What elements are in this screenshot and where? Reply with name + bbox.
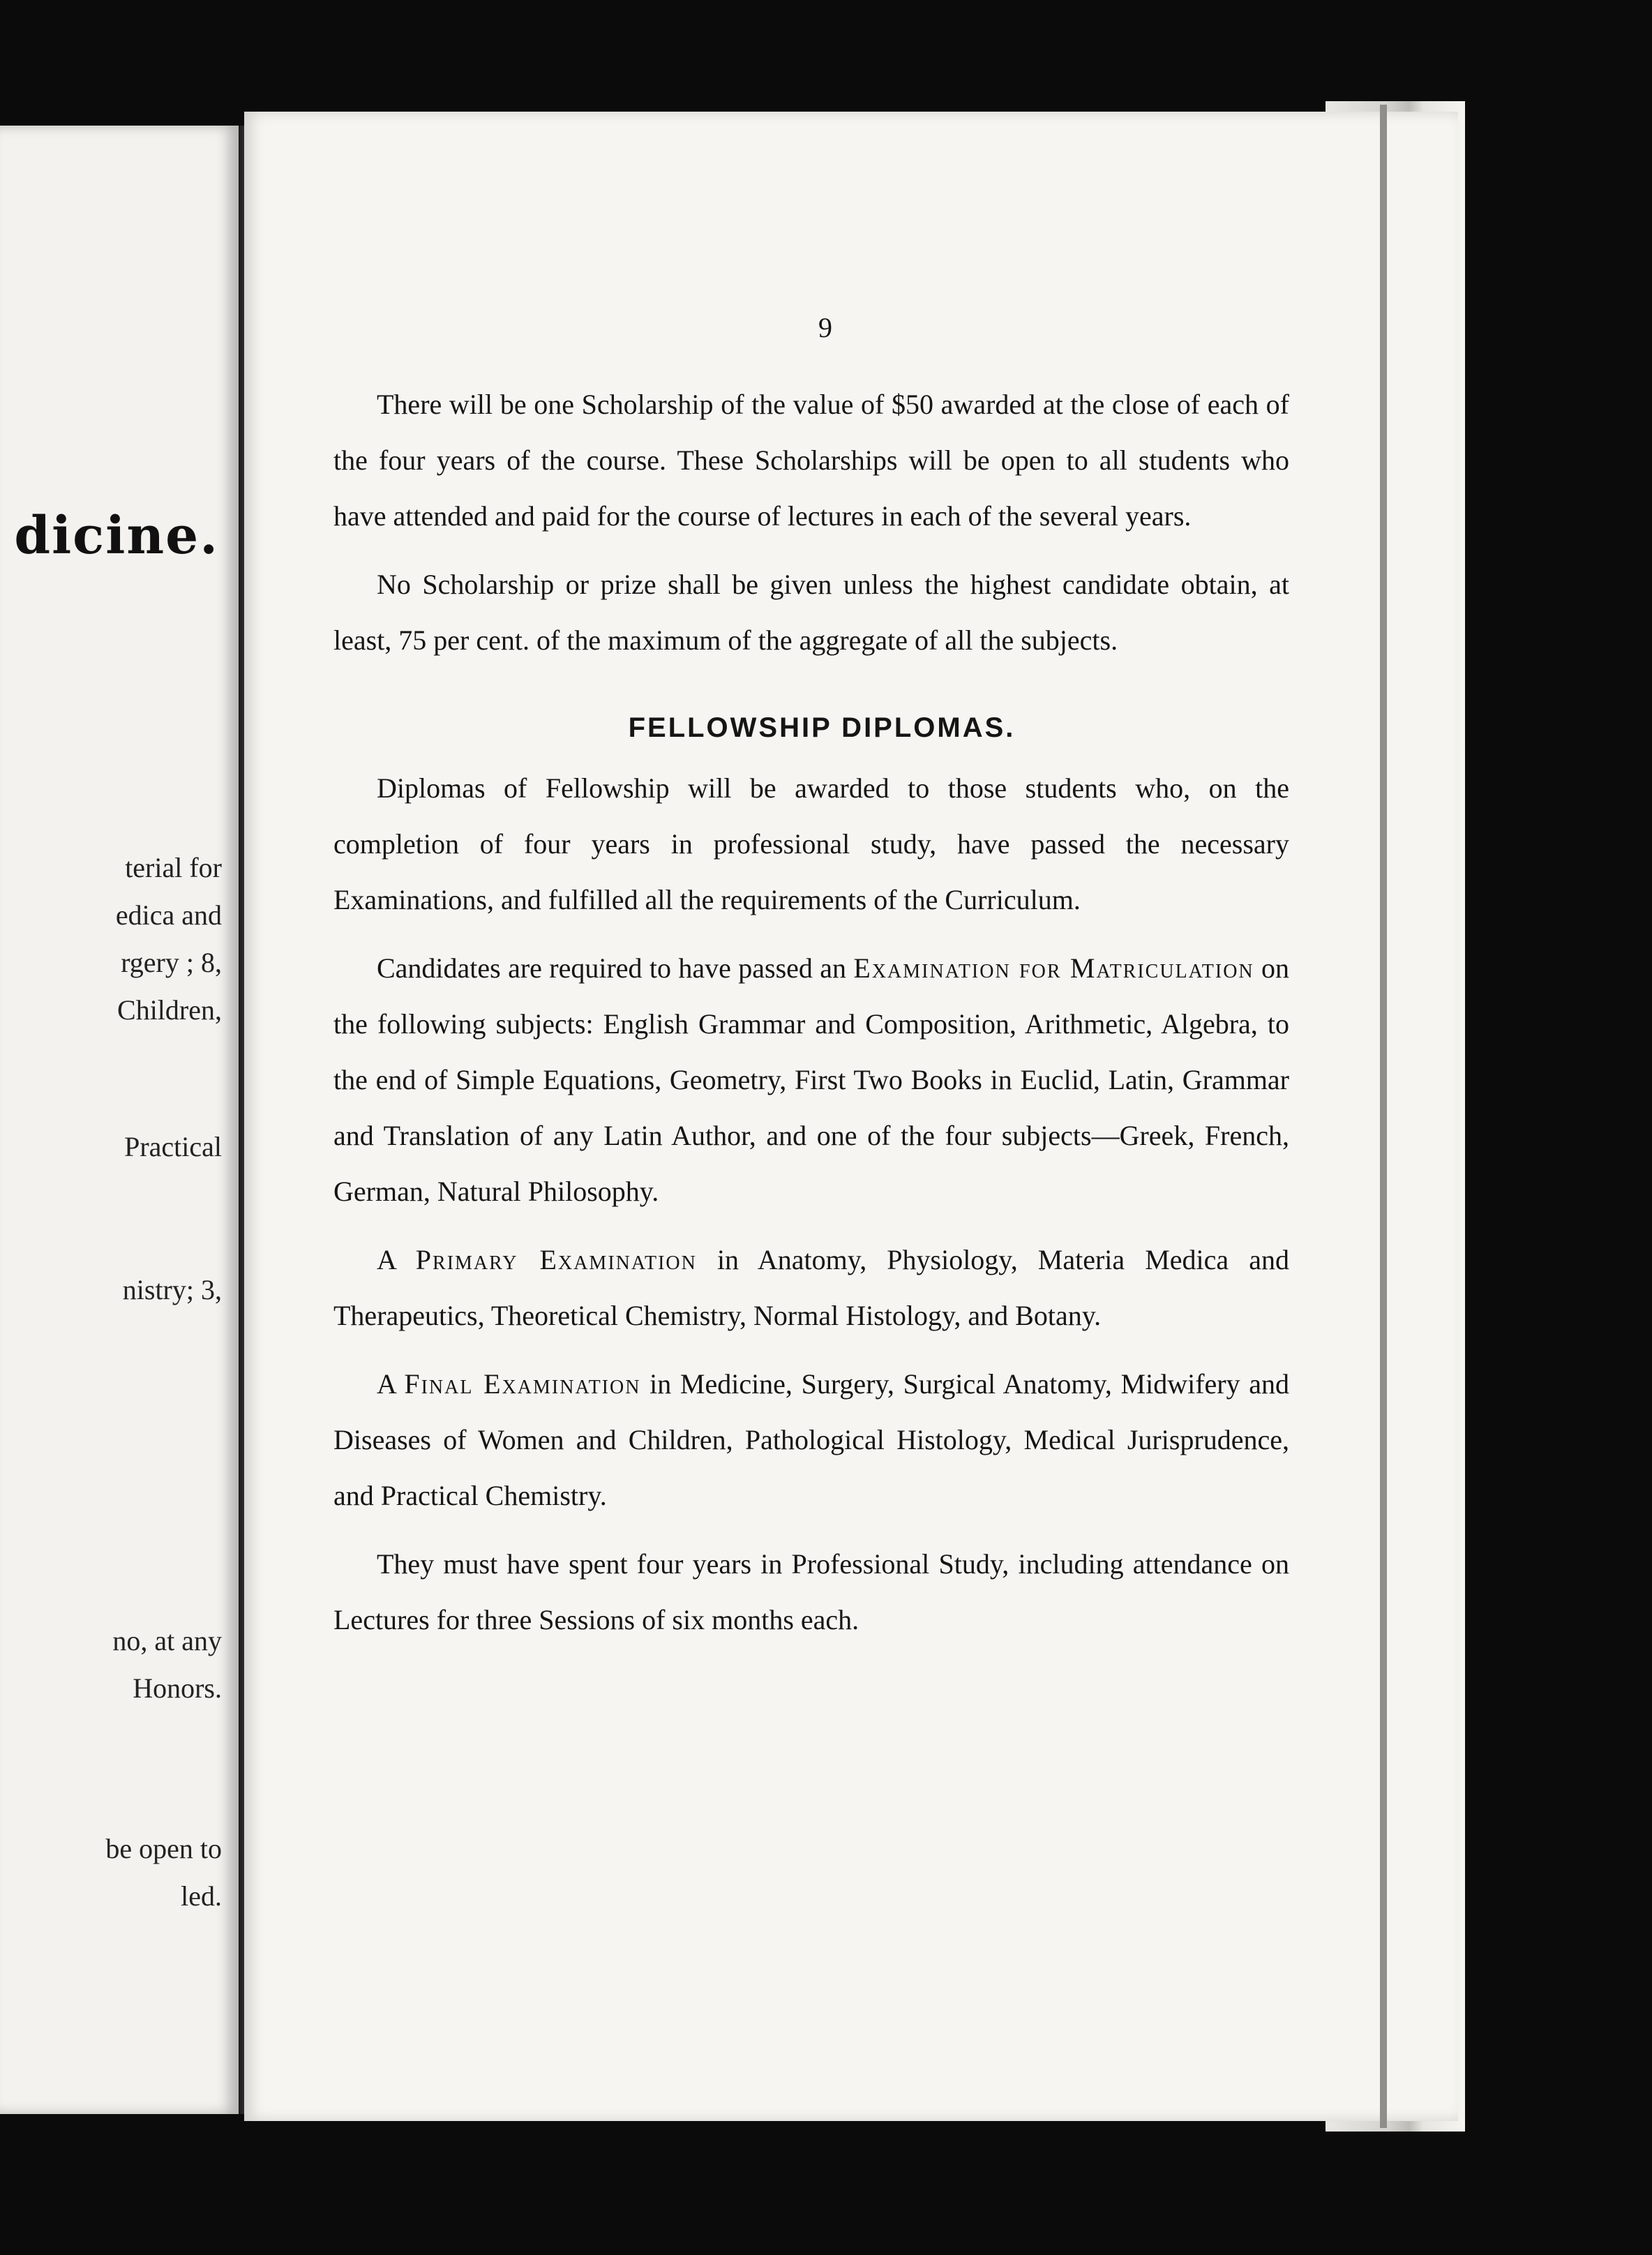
paragraph-text: There will be one Scholarship of the value of $50 awarded at the close of each of the four years of the course. These Scholarships will be open to all students who have attended and paid for the course of lectures in each of the several years. (333, 389, 1289, 532)
professional-study-paragraph (333, 1536, 1289, 1648)
small-caps-term: Primary Examination (415, 1244, 697, 1275)
matriculation-paragraph (333, 941, 1289, 1220)
primary-exam-paragraph (333, 1232, 1289, 1344)
previous-page-line: be open to (105, 1833, 222, 1864)
paragraph-text: in Medicine, Surgery, Surgical Anatomy, Midwifery and Diseases of Women and Children, Pathological Histology, Medical Jurisprudence, and Practical Chemistry. (333, 1368, 1290, 1511)
previous-page-line: no, at any (112, 1625, 222, 1656)
paragraph-text: No Scholarship or prize shall be given unless the highest candidate obtain, at least, 75 per cent. of the maximum of the aggregate of all the subjects. (333, 569, 1289, 656)
paragraph-text: on the following subjects: English Grammar and Composition, Arithmetic, Algebra, to the end of Simple Equations, Geometry, First Two Books in Euclid, Latin, Grammar and Translation of any Latin Author, and one of the four subjects—Greek, French, German, Natural Philosophy. (333, 952, 1290, 1207)
previous-page-line: edica and (115, 899, 222, 931)
small-caps-term: Final Examination (404, 1368, 641, 1400)
paragraph-text: Diplomas of Fellowship will be awarded to those students who, on the completion of four years in professional study, have passed the necessary Examinations, and fulfilled all the requirements of the Curriculum. (333, 772, 1289, 915)
page-edge-line (1380, 105, 1387, 2128)
previous-page-line: Children, (117, 994, 222, 1026)
previous-page-line: terial for (125, 852, 222, 883)
previous-page-line: led. (181, 1880, 222, 1912)
previous-page-line: Practical (124, 1131, 222, 1162)
previous-page-line: rgery ; 8, (121, 947, 222, 978)
previous-page (0, 126, 239, 2114)
previous-page-title-fragment: dicine. (14, 506, 219, 566)
paragraph-text: A (377, 1244, 396, 1275)
fellowship-paragraph (333, 761, 1289, 928)
page-content (333, 307, 1289, 1661)
final-exam-paragraph (333, 1356, 1289, 1524)
previous-page-line: Honors. (133, 1672, 222, 1704)
previous-page-line: nistry; 3, (122, 1274, 222, 1305)
small-caps-term: Examination for Matriculation (853, 952, 1254, 984)
paragraph-text: They must have spent four years in Professional Study, including attendance on Lectures for three Sessions of six months each. (333, 1548, 1289, 1635)
paragraph-text: A (377, 1368, 396, 1400)
section-heading: FELLOWSHIP DIPLOMAS. (628, 712, 1016, 743)
paragraph-text: Candidates are required to have passed an (377, 952, 847, 984)
page-number: 9 (818, 312, 832, 343)
paragraph-text: in Anatomy, Physiology, Materia Medica and Therapeutics, Theoretical Chemistry, Normal Histology, and Botany. (333, 1244, 1289, 1331)
prize-paragraph (333, 557, 1289, 668)
scholarship-paragraph (333, 377, 1289, 544)
